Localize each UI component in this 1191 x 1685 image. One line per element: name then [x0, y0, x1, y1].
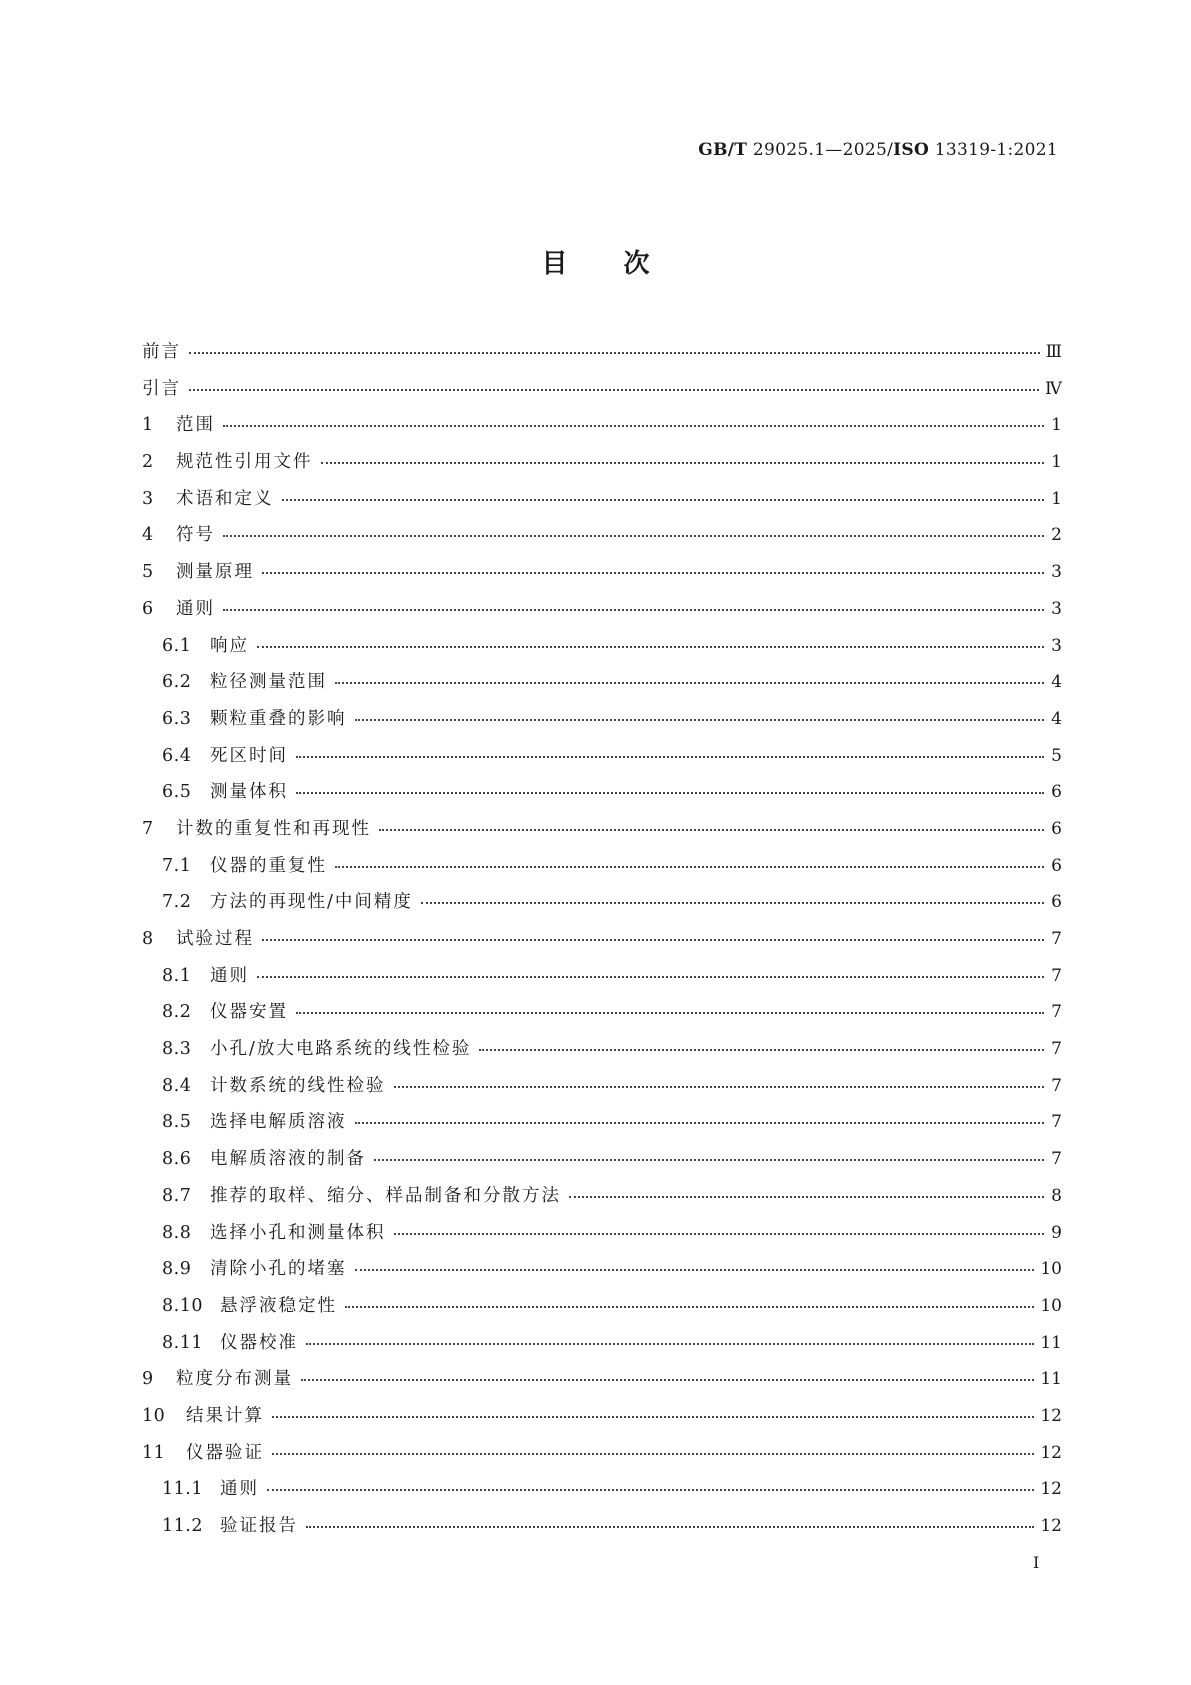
toc-entry[interactable] — [142, 375, 1062, 412]
toc-entry-title: 仪器安置 — [210, 1002, 288, 1023]
toc-dot-leader — [394, 1223, 1045, 1235]
toc-entry-page: 1 — [1051, 452, 1062, 473]
toc-entry-page: 2 — [1051, 525, 1062, 546]
toc-entry-title: 粒度分布测量 — [176, 1369, 293, 1390]
toc-entry-title: 仪器的重复性 — [210, 855, 327, 876]
toc-entry-title: 颗粒重叠的影响 — [210, 708, 347, 729]
toc-entry[interactable] — [142, 668, 1062, 705]
toc-dot-leader — [374, 1149, 1044, 1161]
toc-entry-page: 3 — [1051, 598, 1062, 619]
toc-entry-number: 8.9 — [162, 1259, 192, 1280]
toc-entry[interactable] — [142, 815, 1062, 852]
toc-entry[interactable] — [142, 998, 1062, 1035]
standard-prefix: GB/T — [698, 140, 748, 160]
toc-entry-page: 6 — [1051, 818, 1062, 839]
toc-entry[interactable] — [142, 1108, 1062, 1145]
toc-entry[interactable] — [142, 1475, 1062, 1512]
page-title: 目次 — [541, 249, 706, 279]
toc-dot-leader — [262, 929, 1044, 941]
toc-entry-title: 测量体积 — [210, 782, 288, 803]
toc-entry-number: 11 — [142, 1442, 166, 1463]
toc-entry-page: 7 — [1051, 1112, 1062, 1133]
toc-dot-leader — [394, 1076, 1045, 1088]
toc-entry-number: 7.2 — [162, 892, 192, 913]
toc-entry-page: 7 — [1051, 1075, 1062, 1096]
toc-dot-leader — [335, 856, 1044, 868]
toc-entry-number: 11.2 — [162, 1516, 203, 1536]
toc-entry[interactable] — [142, 485, 1062, 522]
toc-dot-leader — [301, 1369, 1034, 1381]
toc-entry-number: 8.8 — [162, 1222, 192, 1243]
toc-entry-title: 通则 — [176, 598, 215, 619]
toc-entry[interactable] — [142, 1072, 1062, 1109]
document-header — [698, 140, 1058, 160]
toc-entry[interactable] — [142, 705, 1062, 742]
toc-entry-page: 6 — [1051, 782, 1062, 803]
toc-entry-title: 电解质溶液的制备 — [210, 1149, 366, 1170]
toc-entry-page: 6 — [1051, 892, 1062, 913]
toc-dot-leader — [262, 562, 1044, 574]
toc-entry-page: 3 — [1051, 562, 1062, 583]
toc-dot-leader — [267, 1479, 1034, 1491]
toc-entry-page: 7 — [1051, 1149, 1062, 1170]
toc-entry-title: 计数的重复性和再现性 — [176, 818, 371, 839]
toc-entry-title: 计数系统的线性检验 — [210, 1075, 386, 1096]
toc-entry-page: 7 — [1051, 1002, 1062, 1023]
toc-entry-title: 选择电解质溶液 — [210, 1112, 347, 1133]
toc-dot-leader — [296, 1002, 1044, 1014]
toc-entry-page: 12 — [1040, 1479, 1062, 1500]
toc-entry[interactable] — [142, 1329, 1062, 1366]
toc-entry-title: 规范性引用文件 — [176, 452, 313, 473]
toc-dot-leader — [379, 819, 1044, 831]
toc-dot-leader — [257, 636, 1044, 648]
toc-dot-leader — [306, 1333, 1034, 1345]
toc-entry-page: 4 — [1051, 708, 1062, 729]
toc-entry-title: 结果计算 — [186, 1405, 264, 1426]
toc-entry-number: 8.11 — [162, 1332, 203, 1353]
toc-entry-page: 1 — [1051, 415, 1062, 436]
toc-entry-number: 5 — [142, 562, 154, 583]
toc-dot-leader — [306, 1516, 1034, 1528]
toc-entry-number: 10 — [142, 1405, 166, 1426]
toc-entry-title: 通则 — [210, 965, 249, 986]
toc-entry-title: 测量原理 — [176, 562, 254, 583]
iso-number: 13319-1:2021 — [929, 140, 1058, 160]
toc-entry[interactable] — [142, 1439, 1062, 1476]
toc-entry-title: 仪器校准 — [220, 1332, 298, 1353]
toc-entry-page: 3 — [1051, 635, 1062, 656]
toc-dot-leader — [189, 342, 1040, 354]
toc-entry-page: 12 — [1040, 1516, 1062, 1536]
toc-entry-title: 死区时间 — [210, 745, 288, 766]
toc-entry-title: 粒径测量范围 — [210, 672, 327, 693]
toc-entry-page: 8 — [1051, 1185, 1062, 1206]
toc-entry-number: 6.5 — [162, 782, 192, 803]
toc-entry[interactable] — [142, 1292, 1062, 1329]
toc-entry-number: 8.3 — [162, 1039, 192, 1060]
toc-entry-number: 8 — [142, 929, 154, 949]
toc-entry-number: 7.1 — [162, 855, 192, 876]
toc-entry-title: 试验过程 — [176, 929, 254, 949]
toc-entry-number: 8.1 — [162, 965, 192, 986]
toc-entry-page: 5 — [1051, 745, 1062, 766]
toc-dot-leader — [272, 1443, 1034, 1455]
toc-dot-leader — [282, 489, 1045, 501]
toc-entry[interactable] — [142, 1219, 1062, 1256]
toc-entry-number: 2 — [142, 452, 154, 473]
toc-entry-title: 符号 — [176, 525, 215, 546]
toc-dot-leader — [296, 746, 1044, 758]
toc-entry-number: 7 — [142, 818, 154, 839]
toc-entry-page: 11 — [1040, 1369, 1062, 1390]
toc-entry-title: 响应 — [210, 635, 249, 656]
toc-entry-page: 12 — [1040, 1442, 1062, 1463]
toc-entry-number: 8.6 — [162, 1149, 192, 1170]
toc-entry[interactable] — [142, 925, 1062, 962]
toc-entry-title: 选择小孔和测量体积 — [210, 1222, 386, 1243]
iso-prefix: ISO — [893, 140, 930, 160]
toc-entry[interactable] — [142, 1255, 1062, 1292]
toc-entry-number: 8.7 — [162, 1185, 192, 1206]
toc-entry-page: 9 — [1051, 1222, 1062, 1243]
toc-entry[interactable] — [142, 1402, 1062, 1439]
toc-entry-title: 前言 — [142, 342, 181, 362]
toc-entry-title: 验证报告 — [220, 1516, 298, 1536]
toc-dot-leader — [223, 415, 1044, 427]
toc-dot-leader — [355, 709, 1045, 721]
toc-entry[interactable] — [142, 778, 1062, 815]
toc-entry[interactable] — [142, 411, 1062, 448]
toc-entry[interactable] — [142, 962, 1062, 999]
toc-dot-leader — [335, 672, 1044, 684]
table-of-contents — [142, 338, 1062, 1549]
toc-entry-number: 6 — [142, 598, 154, 619]
toc-entry[interactable] — [142, 1035, 1062, 1072]
toc-entry-page: 7 — [1051, 1039, 1062, 1060]
toc-entry-number: 6.3 — [162, 708, 192, 729]
toc-entry[interactable] — [142, 338, 1062, 375]
toc-entry[interactable] — [142, 1182, 1062, 1219]
toc-dot-leader — [223, 599, 1044, 611]
toc-entry-title: 通则 — [220, 1479, 259, 1500]
toc-entry-title: 仪器验证 — [186, 1442, 264, 1463]
toc-entry-title: 小孔/放大电路系统的线性检验 — [210, 1039, 472, 1060]
toc-entry-page: 7 — [1051, 929, 1062, 949]
toc-entry-number: 6.1 — [162, 635, 192, 656]
standard-number: 29025.1—2025/ — [747, 140, 894, 160]
toc-entry[interactable] — [142, 448, 1062, 485]
toc-entry[interactable] — [142, 1145, 1062, 1182]
toc-dot-leader — [479, 1039, 1044, 1051]
toc-entry-page: 10 — [1040, 1259, 1062, 1280]
toc-entry-title: 推荐的取样、缩分、样品制备和分散方法 — [210, 1185, 561, 1206]
toc-entry-title: 术语和定义 — [176, 488, 274, 509]
toc-entry-number: 11.1 — [162, 1479, 203, 1500]
toc-entry[interactable] — [142, 888, 1062, 925]
toc-dot-leader — [569, 1186, 1044, 1198]
toc-entry-page: 11 — [1040, 1332, 1062, 1353]
toc-dot-leader — [223, 525, 1044, 537]
toc-dot-leader — [321, 452, 1045, 464]
toc-entry-number: 6.2 — [162, 672, 192, 693]
toc-entry-number: 1 — [142, 415, 154, 436]
toc-entry-page: 6 — [1051, 855, 1062, 876]
toc-entry-number: 3 — [142, 488, 154, 509]
toc-dot-leader — [345, 1296, 1034, 1308]
toc-dot-leader — [421, 892, 1044, 904]
toc-entry[interactable] — [142, 595, 1062, 632]
toc-entry-number: 8.5 — [162, 1112, 192, 1133]
toc-entry[interactable] — [142, 558, 1062, 595]
toc-entry-page: 10 — [1040, 1295, 1062, 1316]
toc-dot-leader — [296, 782, 1044, 794]
toc-dot-leader — [355, 1112, 1045, 1124]
toc-entry-title: 悬浮液稳定性 — [220, 1295, 337, 1316]
footer-page-number: I — [1033, 1553, 1040, 1572]
toc-entry-page: Ⅲ — [1045, 342, 1062, 362]
toc-entry-title: 方法的再现性/中间精度 — [210, 892, 413, 913]
toc-entry-number: 8.4 — [162, 1075, 192, 1096]
toc-entry-page: 12 — [1040, 1405, 1062, 1426]
toc-entry-title: 范围 — [176, 415, 215, 436]
toc-entry[interactable] — [142, 1512, 1062, 1549]
toc-entry-page: 4 — [1051, 672, 1062, 693]
toc-entry-title: 清除小孔的堵塞 — [210, 1259, 347, 1280]
toc-entry-number: 4 — [142, 525, 154, 546]
toc-entry-number: 9 — [142, 1369, 154, 1390]
toc-entry-title: 引言 — [142, 378, 181, 399]
toc-dot-leader — [257, 966, 1044, 978]
toc-entry-number: 8.2 — [162, 1002, 192, 1023]
toc-dot-leader — [355, 1259, 1035, 1271]
toc-entry[interactable] — [142, 1365, 1062, 1402]
toc-entry-number: 6.4 — [162, 745, 192, 766]
toc-dot-leader — [189, 379, 1039, 391]
toc-entry[interactable] — [142, 742, 1062, 779]
toc-entry-page: 1 — [1051, 488, 1062, 509]
toc-entry[interactable] — [142, 852, 1062, 889]
toc-entry[interactable] — [142, 632, 1062, 669]
toc-dot-leader — [272, 1406, 1034, 1418]
toc-entry-number: 8.10 — [162, 1295, 203, 1316]
toc-entry-page: 7 — [1051, 965, 1062, 986]
toc-entry[interactable] — [142, 521, 1062, 558]
toc-entry-page: Ⅳ — [1045, 378, 1062, 399]
